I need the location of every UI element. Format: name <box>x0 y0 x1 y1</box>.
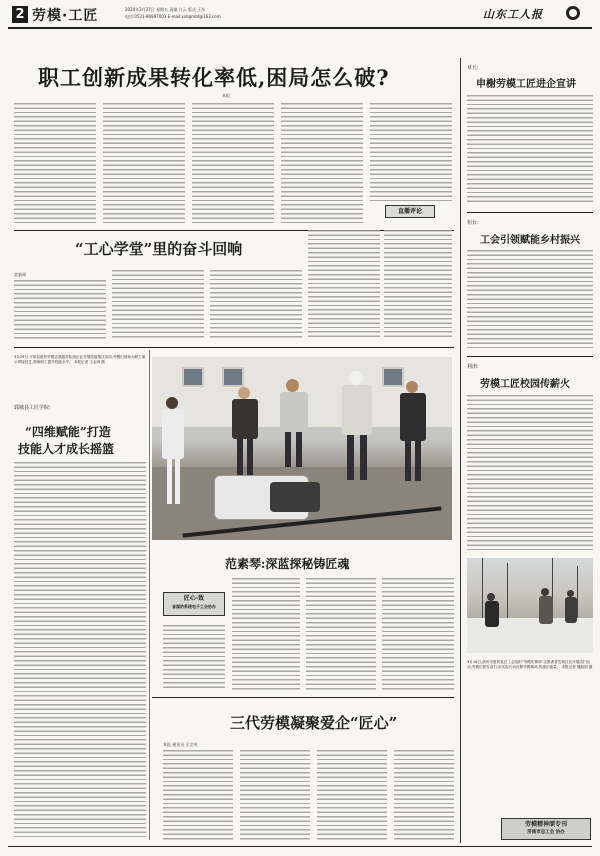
fan-text-col-2 <box>232 578 300 690</box>
workshop-text-col-5 <box>384 230 452 340</box>
sidebar-region-1: 章丘: <box>467 65 479 71</box>
sidebar-divider-2 <box>467 356 593 357</box>
workshop-text-col-2 <box>112 270 204 340</box>
three-gen-text-col-2 <box>240 750 310 840</box>
sidebar-region-2: 桓台: <box>467 220 479 226</box>
main-text-col-3 <box>192 103 274 225</box>
sidebar-text-1 <box>467 95 593 205</box>
three-gen-text-col-4 <box>394 750 454 840</box>
sidebar-rule <box>460 58 461 843</box>
workshop-text-col-1 <box>14 280 106 340</box>
three-gen-text-col-1 <box>163 750 233 840</box>
three-gen-headline: 三代劳模凝聚爱企“匠心” <box>230 714 398 732</box>
workshop-byline: 富新闻 <box>14 272 26 277</box>
sidebar-divider-1 <box>467 212 593 213</box>
sidebar-photo <box>467 558 593 653</box>
main-text-col-5 <box>370 103 452 201</box>
fan-text-col-4 <box>382 578 454 690</box>
sidebar-headline-1: 申榭劳模工匠进企宣讲 <box>476 79 576 90</box>
photo-caption: 3月29日,平原县组织劳模志愿服务队到企业开展技能帮扶活动,劳模们现场为职工演示焊接技艺,帮助职工提升技能水平。 本报记者 王金涛 摄 <box>14 355 146 364</box>
fan-headline: 范素琴:深蓝探秘铸匠魂 <box>225 557 350 571</box>
fan-stamp: 匠心·致 省国防系统电子工会协办 <box>163 592 225 616</box>
masthead-rule <box>8 27 592 29</box>
main-headline: 职工创新成果转化率低,困局怎么破? <box>38 65 390 90</box>
date-line: 2020年3月27日 星期五 责编 白云 版式 王东 <box>125 7 206 12</box>
main-byline: 本报 <box>222 93 230 98</box>
sidebar-headline-2: 工会引领赋能乡村振兴 <box>480 235 580 246</box>
footer-rule <box>8 846 592 847</box>
workshop-text-col-3 <box>210 270 302 340</box>
sidebar-text-2 <box>467 250 593 350</box>
page-number: 2 <box>12 6 28 23</box>
section-title: 劳模·工匠 <box>32 8 99 24</box>
workshop-text-col-4 <box>308 230 380 340</box>
sidebar-text-3 <box>467 395 593 550</box>
sidebar-footer-stamp: 劳模精神颂专刊 济南市总工会 协办 <box>501 818 591 840</box>
fan-divider <box>152 697 454 698</box>
paper-name: 山东工人报 <box>483 8 543 21</box>
main-photo <box>152 357 452 540</box>
three-gen-byline: 本报 通讯员 王宗英 <box>163 742 198 747</box>
union-kicker: 郓城县工匠学院: <box>14 405 51 411</box>
left-column-rule <box>149 350 150 840</box>
workshop-divider <box>14 347 454 348</box>
sidebar-region-3: 利津: <box>467 364 479 370</box>
comment-stamp: 直播评论 <box>385 205 435 218</box>
union-text <box>14 462 146 837</box>
sidebar-photo-caption: 3月16日,滨州市惠民县总工会组织“劳模先锋岗”志愿者冒雪到社区开展清扫活动,劳模们冒雪清扫,用实际行动诠释劳模精神,传递正能量。 本报记者 魏振国 摄 <box>467 660 593 669</box>
main-text-col-4 <box>281 103 363 225</box>
newspaper-logo-icon <box>566 6 580 20</box>
main-text-col-1 <box>14 103 96 225</box>
fan-text-col-3 <box>306 578 376 690</box>
union-headline-1: “四维赋能”打造 <box>25 425 111 439</box>
sidebar-headline-3: 劳模工匠校园传薪火 <box>480 379 570 390</box>
workshop-headline: “工心学堂”里的奋斗回响 <box>75 240 243 258</box>
main-text-col-2 <box>103 103 185 225</box>
three-gen-text-col-3 <box>317 750 387 840</box>
union-headline-2: 技能人才成长摇篮 <box>18 442 115 456</box>
fan-text-col-1 <box>163 625 225 690</box>
contact-line: 电话:0531-86997003 E-mail:xxbgmbf@163.com <box>125 14 221 19</box>
